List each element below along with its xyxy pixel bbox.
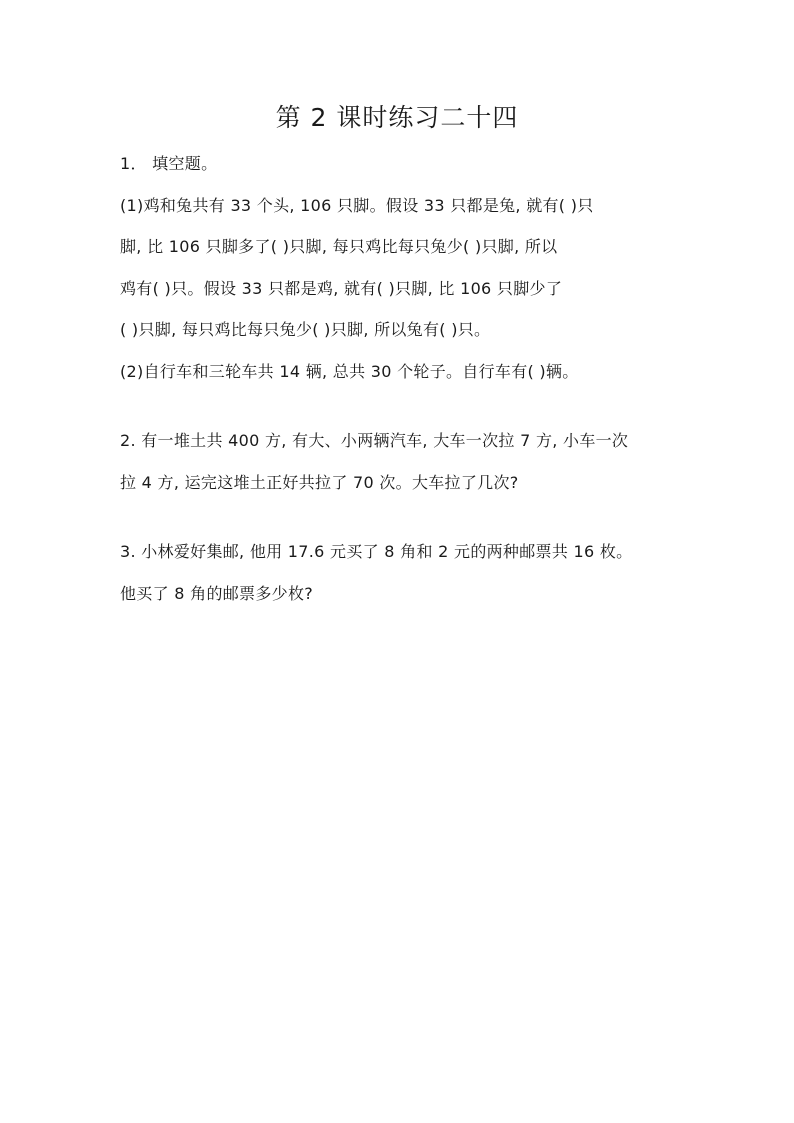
question-2 — [120, 420, 680, 503]
spacer — [120, 392, 680, 420]
question-3-line: 3. 小林爱好集邮, 他用 17.6 元买了 8 角和 2 元的两种邮票共 16 枚。 — [120, 542, 633, 561]
worksheet-content — [120, 143, 680, 614]
question-1-part-1-line: 脚, 比 106 只脚多了( )只脚, 每只鸡比每只兔少( )只脚, 所以 — [120, 237, 558, 256]
question-1-part-1-line: ( )只脚, 每只鸡比每只兔少( )只脚, 所以兔有( )只。 — [120, 320, 491, 339]
question-1-part-2: (2)自行车和三轮车共 14 辆, 总共 30 个轮子。自行车有( )辆。 — [120, 361, 579, 381]
question-2-line: 2. 有一堆土共 400 方, 有大、小两辆汽车, 大车一次拉 7 方, 小车一次 — [120, 431, 629, 450]
question-2-line: 拉 4 方, 运完这堆土正好共拉了 70 次。大车拉了几次? — [120, 472, 519, 492]
question-3 — [120, 531, 680, 614]
question-1-part-1-line: 鸡有( )只。假设 33 只都是鸡, 就有( )只脚, 比 106 只脚少了 — [120, 278, 563, 298]
question-1 — [120, 143, 680, 392]
question-1-part-1-line: (1)鸡和兔共有 33 个头, 106 只脚。假设 33 只都是兔, 就有( )只 — [120, 195, 594, 215]
page-title: 第 2 课时练习二十四 — [275, 103, 519, 132]
spacer — [120, 503, 680, 531]
question-3-line: 他买了 8 角的邮票多少枚? — [120, 583, 314, 603]
question-1-heading: 1． 填空题。 — [120, 154, 218, 173]
